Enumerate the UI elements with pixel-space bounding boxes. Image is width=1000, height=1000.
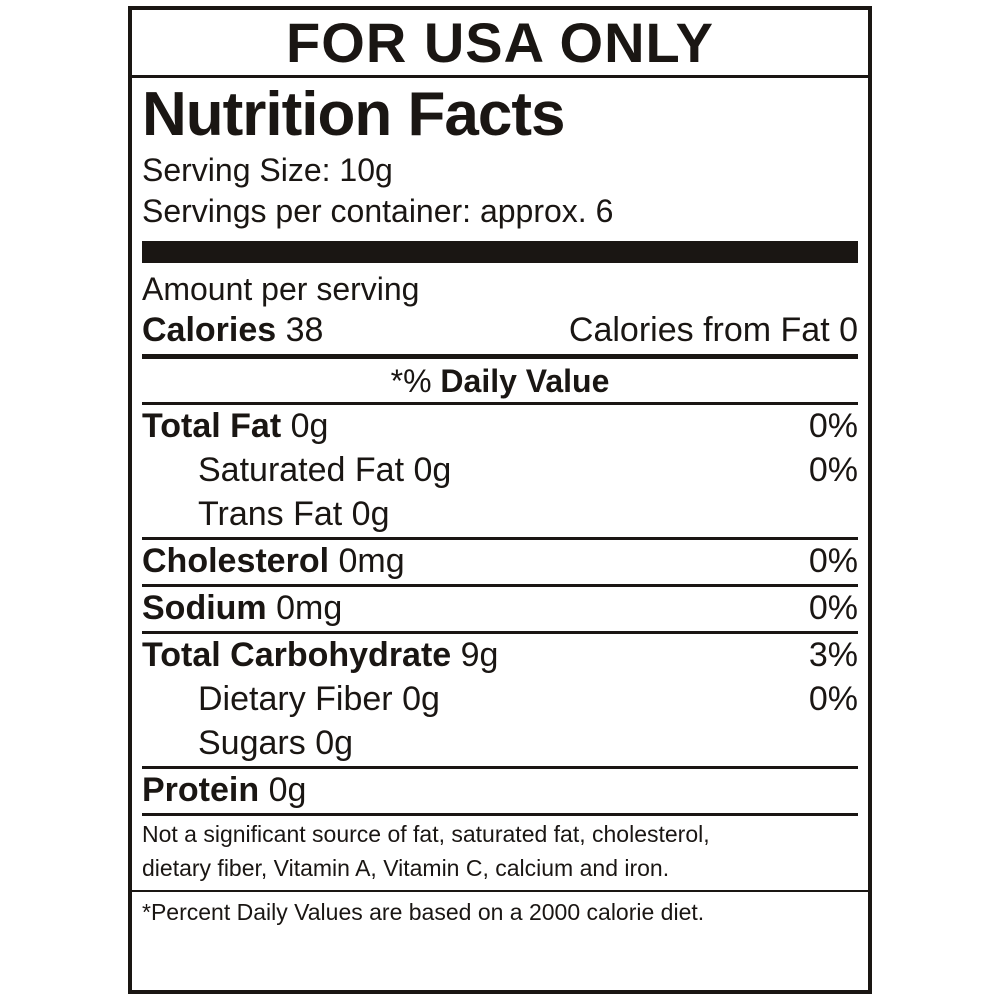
nutrient-name: Sodium — [142, 588, 267, 627]
nutrient-row-total-carbohydrate — [142, 634, 858, 678]
nutrient-row-saturated-fat — [142, 449, 858, 493]
nutrient-label — [142, 542, 405, 581]
serving-size-line: Serving Size: 10g — [142, 151, 393, 188]
calories-value: 38 — [285, 310, 324, 349]
daily-value-prefix: *% — [390, 362, 432, 399]
nutrient-name: Dietary Fiber — [198, 679, 393, 718]
footnote-not-significant-line2: dietary fiber, Vitamin A, Vitamin C, calcium and iron. — [142, 854, 670, 881]
calories-row — [142, 311, 858, 350]
nutrient-row-sodium — [142, 587, 858, 631]
nutrient-label — [142, 724, 353, 763]
nutrient-amount: 0g — [413, 450, 452, 489]
nutrient-row-sugars — [142, 722, 858, 766]
for-usa-only-banner: FOR USA ONLY — [286, 11, 714, 74]
calories-label: Calories — [142, 310, 277, 349]
nutrient-percent: 0% — [808, 406, 858, 445]
nutrient-row-trans-fat — [142, 493, 858, 537]
nutrient-amount: 0g — [268, 770, 307, 809]
thick-divider — [142, 241, 858, 263]
nutrient-label — [142, 407, 328, 446]
nutrient-name: Sugars — [198, 723, 306, 762]
nutrient-row-total-fat — [142, 405, 858, 449]
nutrient-label — [142, 771, 306, 810]
nutrient-name: Total Fat — [142, 406, 282, 445]
nutrient-name: Trans Fat — [198, 494, 343, 533]
nutrient-amount: 0g — [315, 723, 354, 762]
nutrient-percent: 3% — [808, 635, 858, 674]
nutrient-amount: 0mg — [276, 588, 343, 627]
nutrient-label — [142, 589, 342, 628]
nutrition-facts-panel — [128, 6, 872, 994]
daily-value-header — [142, 363, 858, 400]
nutrient-label — [142, 680, 440, 719]
nutrient-name: Saturated Fat — [198, 450, 405, 489]
calories-left — [142, 311, 323, 350]
nutrient-amount: 0g — [290, 406, 329, 445]
nutrient-label — [142, 451, 451, 490]
nutrient-amount: 0mg — [338, 541, 405, 580]
nutrient-percent: 0% — [808, 679, 858, 718]
nutrient-name: Protein — [142, 770, 260, 809]
nutrient-row-cholesterol — [142, 540, 858, 584]
nutrient-amount: 9g — [460, 635, 499, 674]
nutrient-percent: 0% — [808, 450, 858, 489]
daily-value-label: Daily Value — [440, 362, 610, 399]
divider-under-banner — [132, 75, 868, 78]
nutrient-name: Cholesterol — [142, 541, 330, 580]
nutrient-label — [142, 495, 390, 534]
nutrient-label — [142, 636, 498, 675]
divider-under-calories — [142, 354, 858, 359]
nutrient-percent: 0% — [808, 588, 858, 627]
calories-from-fat: Calories from Fat 0 — [568, 310, 858, 349]
footnote-not-significant-line1: Not a significant source of fat, saturated fat, cholesterol, — [142, 820, 710, 847]
footnote-daily-value: *Percent Daily Values are based on a 2000 calorie diet. — [142, 898, 705, 925]
page-title: Nutrition Facts — [142, 79, 565, 149]
amount-per-serving-label: Amount per serving — [142, 270, 420, 307]
nutrient-row-dietary-fiber — [142, 678, 858, 722]
nutrient-row-protein — [142, 769, 858, 813]
nutrient-amount: 0g — [351, 494, 390, 533]
nutrient-amount: 0g — [402, 679, 440, 718]
nutrient-name: Total Carbohydrate — [142, 635, 452, 674]
nutrient-percent: 0% — [808, 541, 858, 580]
servings-per-container-line: Servings per container: approx. 6 — [142, 193, 614, 230]
